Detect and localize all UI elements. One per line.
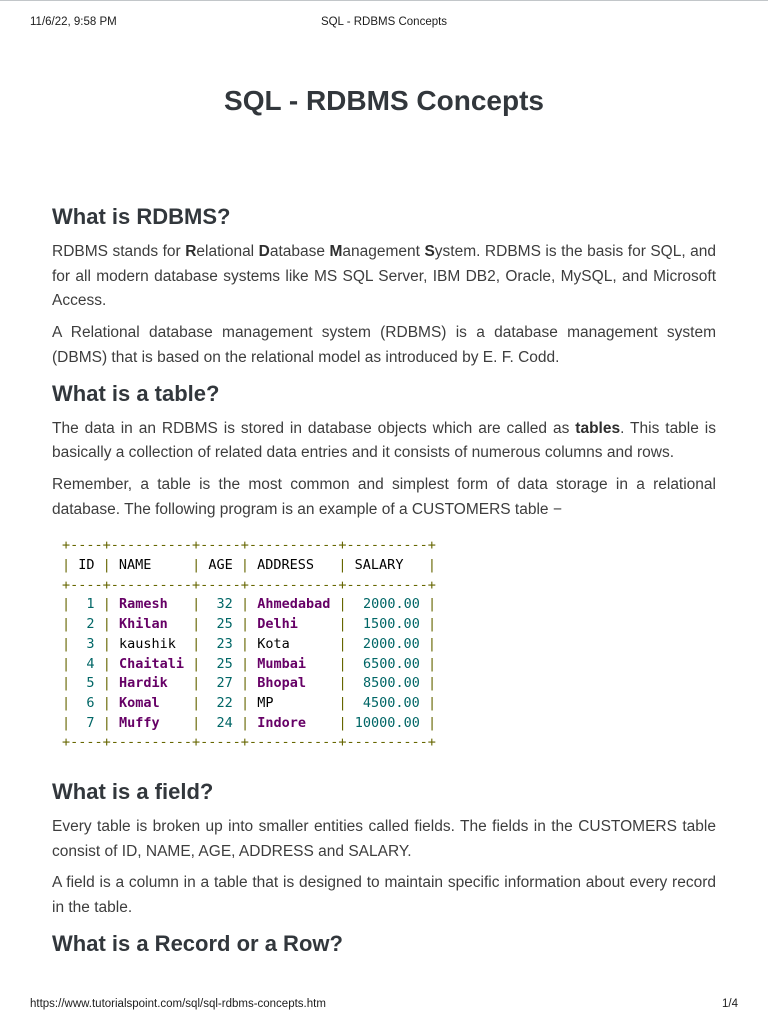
paragraph-table-intro: The data in an RDBMS is stored in database objects which are called as tables. This table is basically a collection of related data entries and it consists of numerous columns and rows. bbox=[52, 419, 716, 462]
paragraph-field-definition-2: A field is a column in a table that is designed to maintain specific information about every record in the table. bbox=[52, 874, 716, 917]
print-timestamp: 11/6/22, 9:58 PM bbox=[30, 16, 117, 28]
code-line: | 6 | Komal | 22 | MP | 4500.00 | bbox=[62, 694, 437, 711]
paragraph-field-definition-1: Every table is broken up into smaller entities called fields. The fields in the CUSTOMERS table consist of ID, NAME, AGE, ADDRESS and SALARY. bbox=[52, 818, 716, 860]
paragraph-table-example: Remember, a table is the most common and simplest form of data storage in a relational database. The following program is an example of a CUSTOMERS table − bbox=[52, 475, 716, 518]
code-line: +----+----------+-----+-----------+----------+ bbox=[62, 734, 436, 751]
print-header bbox=[0, 16, 768, 32]
customers-table-code-block bbox=[52, 536, 716, 753]
heading-what-is-rdbms: What is RDBMS? bbox=[52, 204, 231, 229]
heading-what-is-a-table: What is a table? bbox=[52, 380, 220, 406]
code-line: | 5 | Hardik | 27 | Bhopal | 8500.00 | bbox=[62, 675, 437, 692]
code-line: +----+----------+-----+-----------+----------+ bbox=[62, 537, 436, 554]
paragraph-rdbms-intro: RDBMS stands for Relational Database Management System. RDBMS is the basis for SQL, and for all modern database systems like MS SQL Server, IBM DB2, Oracle, MySQL, and Microsoft Access. bbox=[52, 243, 717, 310]
page-title: SQL - RDBMS Concepts bbox=[224, 85, 544, 116]
code-line: | 3 | kaushik | 23 | Kota | 2000.00 | bbox=[62, 635, 437, 652]
print-footer-page-number: 1/4 bbox=[722, 998, 738, 1010]
print-footer bbox=[30, 998, 738, 1010]
print-doc-title: SQL - RDBMS Concepts bbox=[320, 16, 448, 28]
code-line: | 7 | Muffy | 24 | Indore | 10000.00 | bbox=[62, 714, 437, 731]
article bbox=[0, 1, 768, 956]
code-line: +----+----------+-----+-----------+----------+ bbox=[62, 576, 436, 593]
code-line: | 4 | Chaitali | 25 | Mumbai | 6500.00 | bbox=[62, 655, 437, 672]
print-footer-url: https://www.tutorialspoint.com/sql/sql-rdbms-concepts.htm bbox=[30, 998, 326, 1010]
paragraph-rdbms-codd: A Relational database management system (RDBMS) is a database management system (DBMS) that is based on the relational model as introduced by E. F. Codd. bbox=[52, 324, 716, 366]
code-line: | ID | NAME | AGE | ADDRESS | SALARY | bbox=[62, 557, 436, 574]
heading-what-is-a-field: What is a field? bbox=[52, 779, 214, 805]
code-line: | 2 | Khilan | 25 | Delhi | 1500.00 | bbox=[62, 616, 437, 633]
heading-what-is-a-record: What is a Record or a Row? bbox=[52, 930, 343, 956]
code-line: | 1 | Ramesh | 32 | Ahmedabad | 2000.00 | bbox=[62, 596, 437, 613]
